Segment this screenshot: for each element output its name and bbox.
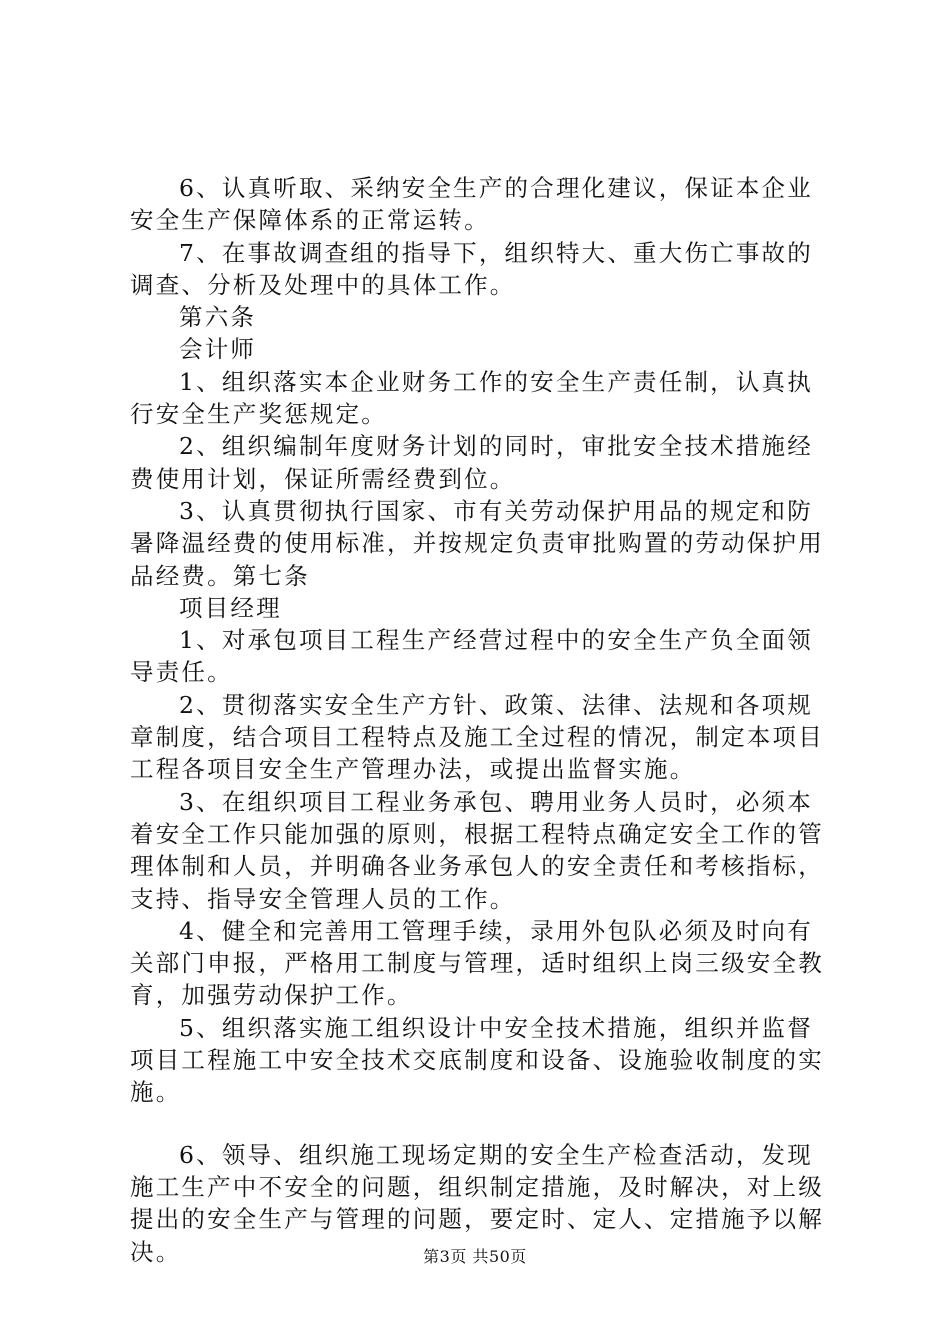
paragraph-pm-4: 4、健全和完善用工管理手续，录用外包队必须及时向有关部门申报，严格用工制度与管理，适时组织上岗三级安全教育，加强劳动保护工作。	[130, 916, 824, 1010]
document-body	[130, 172, 836, 1268]
paragraph-pm-5: 5、组织落实施工组织设计中安全技术措施，组织并监督项目工程施工中安全技术交底制度和设备、设施验收制度的实施。	[130, 1013, 824, 1107]
paragraph-pm-1: 1、对承包项目工程生产经营过程中的安全生产负全面领导责任。	[130, 626, 813, 687]
paragraph-accountant-1: 1、组织落实本企业财务工作的安全生产责任制，认真执行安全生产奖惩规定。	[130, 367, 813, 429]
paragraph-item-7-accident-investigation: 7、在事故调查组的指导下，组织特大、重大伤亡事故的调查、分析及处理中的具体工作。	[130, 238, 813, 299]
paragraph-accountant-2: 2、组织编制年度财务计划的同时，审批安全技术措施经费使用计划，保证所需经费到位。	[130, 432, 813, 493]
page-footer	[0, 1244, 950, 1267]
paragraph-pm-6: 6、领导、组织施工现场定期的安全生产检查活动，发现施工生产中不安全的问题，组织制定措施，及时解决，对上级提出的安全生产与管理的问题，要定时、定人、定措施予以解决。	[130, 1140, 824, 1266]
paragraph-accountant-3: 3、认真贯彻执行国家、市有关劳动保护用品的规定和防暑降温经费的使用标准，并按规定负责审批购置的劳动保护用品经费。第七条	[130, 496, 824, 590]
role-heading-project-manager: 项目经理	[179, 593, 282, 622]
paragraph-item-6-suggestions: 6、认真听取、采纳安全生产的合理化建议，保证本企业安全生产保障体系的正常运转。	[130, 174, 813, 235]
paragraph-pm-3: 3、在组织项目工程业务承包、聘用业务人员时，必须本着安全工作只能加强的原则，根据工程特点确定安全工作的管理体制和人员，并明确各业务承包人的安全责任和考核指标，支持、指导安全管理人员的工作。	[130, 787, 824, 913]
page-number: 第3页 共50页	[423, 1247, 527, 1266]
role-heading-accountant: 会计师	[179, 335, 257, 364]
paragraph-pm-2: 2、贯彻落实安全生产方针、政策、法律、法规和各项规章制度，结合项目工程特点及施工全过程的情况，制定本项目工程各项目安全生产管理办法，或提出监督实施。	[130, 690, 824, 784]
article-heading-6: 第六条	[179, 303, 257, 332]
